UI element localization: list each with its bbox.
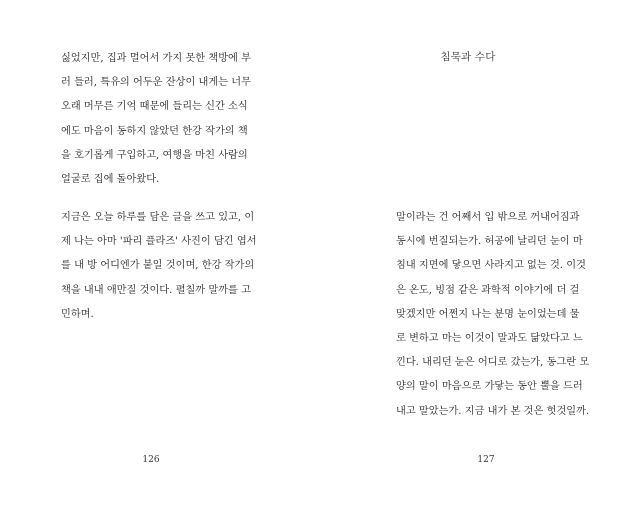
text-line: 은 온도, 빙점 같은 과학적 이야기에 더 걸 [396,284,580,296]
text-line: 맞겠지만 어쩐지 나는 분명 눈이었는데 물 [396,308,580,320]
text-line: 오래 머무른 기억 때문에 들리는 신간 소식 [61,101,248,113]
text-line: 얼굴로 집에 돌아왔다. [61,174,160,186]
text-line: 양의 말이 마음으로 가닿는 동안 뿔을 드러 [396,381,583,393]
text-line: 에도 마음이 동하지 않았던 한강 작가의 책 [61,125,248,137]
right-paragraph-1 [396,206,589,424]
text-line: 민하며. [61,308,94,320]
text-line: 제 나는 아마 '파리 플라즈' 사진이 담긴 엽서 [61,236,257,248]
text-line: 싫었지만, 집과 멀어서 가지 못한 책방에 부 [61,53,251,64]
text-line: 내고 말았는가. 지금 내가 본 것은 헛것일까. [396,405,590,417]
text-line: 동시에 번질되는가. 허공에 날리던 눈이 마 [396,236,583,248]
right-page [312,0,624,510]
text-line: 책을 내내 애만질 것이다. 펼칠까 말까를 고 [61,284,251,296]
left-paragraph-1 [61,47,251,192]
page-number-left: 126 [142,455,160,465]
text-line: 지금은 오늘 하루를 담은 글을 쓰고 있고, 이 [61,212,255,223]
text-line: 을 호기롭게 구입하고, 여행을 마친 사람의 [61,149,248,161]
text-line: 로 변하고 마는 이것이 말과도 닮았다고 느 [396,333,583,345]
text-line: 러 들러, 특유의 어두운 잔상이 내게는 너무 [61,77,251,89]
text-line: 말이라는 건 어째서 입 밖으로 꺼내어짐과 [396,212,580,223]
page-number-right: 127 [477,455,495,465]
left-paragraph-2 [61,206,257,327]
text-line: 침내 지면에 닿으면 사라지고 없는 것. 이것 [396,260,586,272]
text-line: 를 내 방 어디엔가 붙일 것이며, 한강 작가의 [61,260,255,272]
running-head: 침묵과 수다 [440,51,496,63]
text-line: 낀다. 내리던 눈은 어디로 갔는가, 동그란 모 [396,357,590,369]
